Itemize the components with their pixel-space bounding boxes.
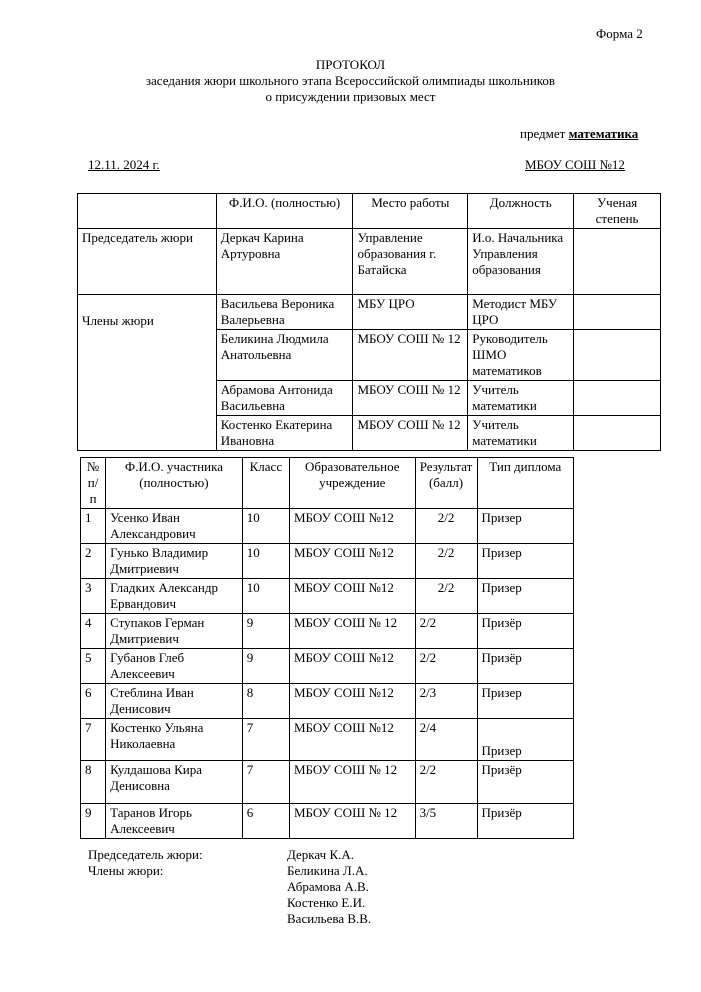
result-school: МБОУ СОШ № 12 — [289, 614, 415, 649]
result-grade: 9 — [242, 614, 289, 649]
form-label: Форма 2 — [596, 26, 643, 41]
result-grade: 9 — [242, 649, 289, 684]
jury-position: Методист МБУ ЦРО — [468, 295, 574, 330]
result-diploma: Призер — [477, 579, 574, 614]
result-score: 2/2 — [415, 509, 477, 544]
signature-chair-name: Деркач К.А. — [287, 847, 355, 862]
result-name: Губанов Глеб Алексеевич — [106, 649, 243, 684]
result-score: 2/3 — [415, 684, 477, 719]
results-header-number: № п/п — [81, 458, 106, 509]
result-name: Гунько Владимир Дмитриевич — [106, 544, 243, 579]
result-name: Стеблина Иван Денисович — [106, 684, 243, 719]
result-diploma: Призер — [477, 544, 574, 579]
jury-name: Костенко Екатерина Ивановна — [216, 416, 353, 451]
result-school: МБОУ СОШ №12 — [289, 649, 415, 684]
result-diploma: Призёр — [477, 649, 574, 684]
table-row — [81, 509, 574, 544]
result-grade: 10 — [242, 544, 289, 579]
result-number: 7 — [81, 719, 106, 761]
result-score: 2/2 — [415, 544, 477, 579]
result-grade: 7 — [242, 761, 289, 804]
jury-header-name: Ф.И.О. (полностью) — [216, 194, 353, 229]
signature-member-name: Абрамова А.В. — [287, 879, 369, 894]
jury-degree — [574, 330, 661, 381]
results-header-row — [81, 458, 574, 509]
jury-header-role — [78, 194, 217, 229]
signature-members-label: Члены жюри: — [88, 863, 164, 878]
jury-position: Учитель математики — [468, 416, 574, 451]
jury-name: Абрамова Антонида Васильевна — [216, 381, 353, 416]
result-diploma: Призёр — [477, 614, 574, 649]
signature-member-name: Васильева В.В. — [287, 911, 372, 926]
subject-line — [520, 126, 638, 142]
result-grade: 10 — [242, 579, 289, 614]
result-school: МБОУ СОШ №12 — [289, 579, 415, 614]
signature-chair-label: Председатель жюри: — [88, 847, 203, 862]
result-diploma: Призер — [477, 509, 574, 544]
subtitle-line-1: заседания жюри школьного этапа Всероссийской олимпиады школьников — [145, 73, 556, 88]
results-header-name: Ф.И.О. участника (полностью) — [106, 458, 243, 509]
result-number: 5 — [81, 649, 106, 684]
protocol-date: 12.11. 2024 г. — [88, 157, 160, 172]
result-number: 9 — [81, 804, 106, 839]
jury-work: МБОУ СОШ № 12 — [353, 330, 468, 381]
table-row — [78, 229, 661, 295]
jury-name: Деркач Карина Артуровна — [216, 229, 353, 295]
result-name: Костенко Ульяна Николаевна — [106, 719, 243, 761]
jury-table — [77, 193, 661, 451]
table-row — [81, 649, 574, 684]
result-number: 8 — [81, 761, 106, 804]
result-grade: 8 — [242, 684, 289, 719]
result-school: МБОУ СОШ №12 — [289, 684, 415, 719]
result-number: 3 — [81, 579, 106, 614]
result-score: 2/2 — [415, 579, 477, 614]
jury-header-work: Место работы — [353, 194, 468, 229]
table-row — [81, 544, 574, 579]
jury-name: Васильева Вероника Валерьевна — [216, 295, 353, 330]
jury-members-role: Члены жюри — [78, 295, 217, 451]
jury-name: Беликина Людмила Анатольевна — [216, 330, 353, 381]
result-school: МБОУ СОШ №12 — [289, 719, 415, 761]
page-title: ПРОТОКОЛ — [315, 57, 386, 72]
jury-degree — [574, 416, 661, 451]
result-school: МБОУ СОШ № 12 — [289, 804, 415, 839]
result-score: 2/2 — [415, 761, 477, 804]
result-school: МБОУ СОШ № 12 — [289, 761, 415, 804]
jury-position: И.о. Начальника Управления образования — [468, 229, 574, 295]
jury-position: Руководитель ШМО математиков — [468, 330, 574, 381]
jury-header-position: Должность — [468, 194, 574, 229]
result-school: МБОУ СОШ №12 — [289, 509, 415, 544]
result-score: 3/5 — [415, 804, 477, 839]
result-name: Гладких Александр Ервандович — [106, 579, 243, 614]
result-score: 2/2 — [415, 649, 477, 684]
school-name: МБОУ СОШ №12 — [525, 157, 625, 172]
jury-work: Управление образования г. Батайска — [353, 229, 468, 295]
result-number: 4 — [81, 614, 106, 649]
result-diploma: Призер — [477, 719, 574, 761]
subtitle-line-2: о присуждении призовых мест — [265, 89, 436, 104]
result-grade: 7 — [242, 719, 289, 761]
result-name: Таранов Игорь Алексеевич — [106, 804, 243, 839]
table-row — [81, 761, 574, 804]
result-diploma: Призер — [477, 684, 574, 719]
table-row — [81, 684, 574, 719]
jury-degree — [574, 381, 661, 416]
subject-value: математика — [568, 126, 639, 141]
table-row — [81, 719, 574, 761]
result-diploma: Призёр — [477, 804, 574, 839]
result-number: 2 — [81, 544, 106, 579]
signature-member-name: Беликина Л.А. — [287, 863, 368, 878]
jury-degree — [574, 229, 661, 295]
result-name: Кулдашова Кира Денисовна — [106, 761, 243, 804]
result-number: 6 — [81, 684, 106, 719]
result-name: Усенко Иван Александрович — [106, 509, 243, 544]
result-number: 1 — [81, 509, 106, 544]
jury-degree — [574, 295, 661, 330]
jury-work: МБОУ СОШ № 12 — [353, 381, 468, 416]
results-header-result: Результат (балл) — [415, 458, 477, 509]
jury-work: МБОУ СОШ № 12 — [353, 416, 468, 451]
jury-position: Учитель математики — [468, 381, 574, 416]
result-grade: 6 — [242, 804, 289, 839]
table-row — [81, 614, 574, 649]
results-header-diploma: Тип диплома — [477, 458, 574, 509]
table-row — [81, 804, 574, 839]
result-name: Ступаков Герман Дмитриевич — [106, 614, 243, 649]
subject-label: предмет — [520, 126, 566, 141]
result-grade: 10 — [242, 509, 289, 544]
result-score: 2/4 — [415, 719, 477, 761]
jury-chair-role: Председатель жюри — [78, 229, 217, 295]
results-header-school: Образовательное учреждение — [289, 458, 415, 509]
jury-header-degree: Ученая степень — [574, 194, 661, 229]
results-table — [80, 457, 574, 839]
result-score: 2/2 — [415, 614, 477, 649]
jury-header-row — [78, 194, 661, 229]
signature-member-name: Костенко Е.И. — [287, 895, 366, 910]
results-header-grade: Класс — [242, 458, 289, 509]
table-row — [81, 579, 574, 614]
result-diploma: Призёр — [477, 761, 574, 804]
result-school: МБОУ СОШ №12 — [289, 544, 415, 579]
jury-work: МБУ ЦРО — [353, 295, 468, 330]
table-row — [78, 295, 661, 330]
